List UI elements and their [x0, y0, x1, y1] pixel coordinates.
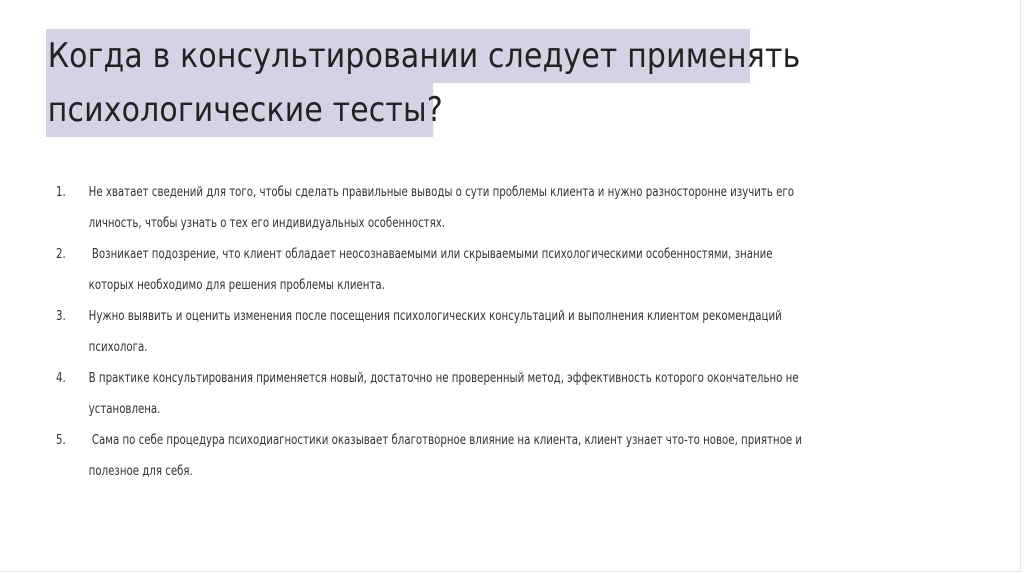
list-item-2: [56, 239, 983, 301]
list-item-number: 2.: [56, 247, 66, 262]
list-item-text-line-1: В практике консультирования применяется новый, достаточно не проверенный метод, эффективность которого окончательно не: [88, 371, 799, 386]
list-item-5: [56, 425, 983, 487]
list-item-number: 1.: [56, 185, 66, 200]
list-item-3: [56, 301, 983, 363]
list-item-text-line-1: Возникает подозрение, что клиент обладает неосознаваемыми или скрываемыми психологическими особенностями, знание: [88, 247, 773, 262]
list-item-1: [56, 177, 983, 239]
list-item-text-line-2: личность, чтобы узнать о тех его индивидуальных особенностях.: [88, 216, 446, 231]
list-item-text-line-1: Сама по себе процедура психодиагностики оказывает благотворное влияние на клиента, клиент узнает что-то новое, приятное и: [88, 433, 802, 448]
list-item-number: 5.: [56, 433, 66, 448]
list-item-text-line-1: Не хватает сведений для того, чтобы сделать правильные выводы о сути проблемы клиента и нужно разносторонне изучить его: [88, 185, 795, 200]
list-item-number: 4.: [56, 371, 66, 386]
list-item-text-line-2: которых необходимо для решения проблемы клиента.: [88, 278, 385, 293]
list-item-4: [56, 363, 983, 425]
numbered-list: [56, 177, 986, 487]
title-line-1: Когда в консультировании следует применять: [46, 29, 750, 83]
list-item-text-line-1: Нужно выявить и оценить изменения после посещения психологических консультаций и выполнения клиентом рекомендаций: [88, 309, 782, 324]
list-item-text-line-2: психолога.: [88, 340, 148, 355]
title-line-2: психологические тесты?: [46, 83, 433, 137]
list-item-text-line-2: полезное для себя.: [88, 464, 193, 479]
slide-title: [46, 29, 846, 137]
list-item-text-line-2: установлена.: [88, 402, 161, 417]
list-item-number: 3.: [56, 309, 66, 324]
